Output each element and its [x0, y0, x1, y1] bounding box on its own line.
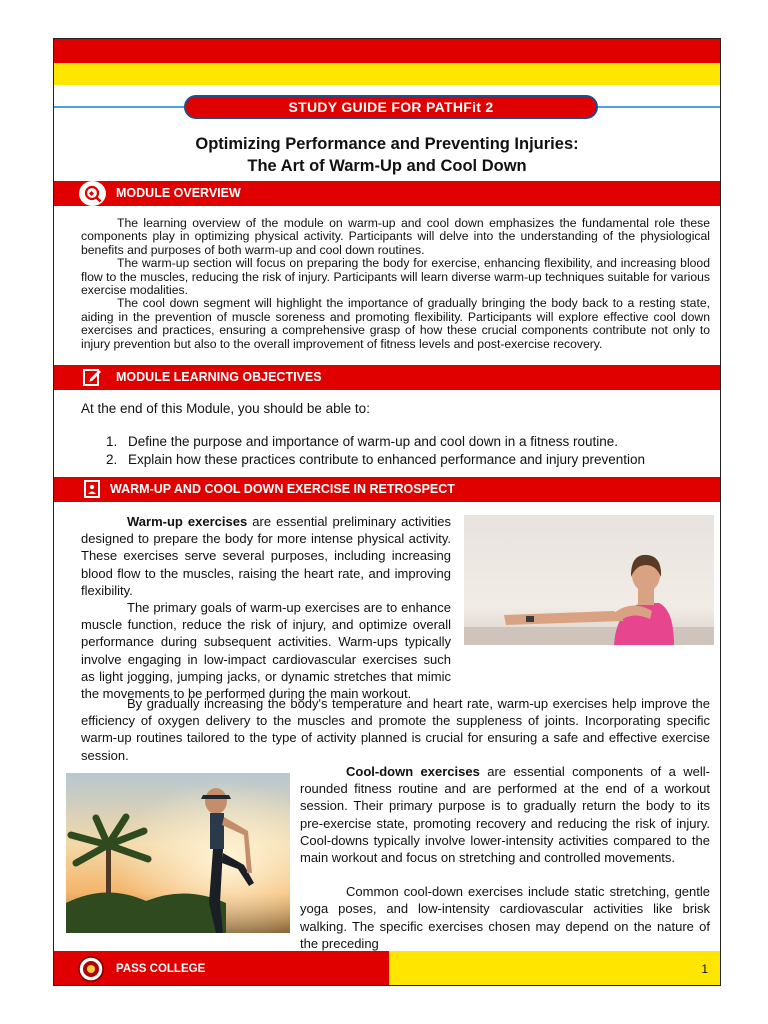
retrospect-bar [54, 477, 720, 502]
cooldown-paragraph [300, 763, 710, 866]
magnifier-icon [79, 181, 106, 206]
cooldown-text-column [300, 763, 710, 952]
overview-paragraph: The learning overview of the module on warm-up and cool down emphasizes the fundamental role these components play in optimizing physical activity. Participants will delve into the understanding of the physiological benefits and purposes of both warm-up and cool down routines. [81, 216, 710, 257]
objective-number: 2. [106, 452, 118, 467]
module-overview-bar [54, 181, 720, 206]
objective-text: Explain how these practices contribute to enhanced performance and injury prevention [128, 452, 646, 467]
learning-objectives-bar [54, 365, 720, 390]
objectives-intro: At the end of this Module, you should be able to: [81, 401, 370, 416]
cooldown-stretch-photo [66, 773, 290, 933]
footer-red-band [54, 951, 389, 986]
footer-yellow-band [389, 951, 721, 986]
clipboard-icon [81, 479, 103, 499]
document-page [53, 38, 721, 986]
objective-item [98, 433, 645, 451]
cooldown-term: Cool-down exercises [346, 764, 480, 779]
overview-text [81, 217, 710, 351]
warmup-paragraph [81, 513, 451, 599]
footer-college-name: PASS COLLEGE [116, 963, 206, 975]
objective-item [98, 451, 645, 469]
overview-paragraph: The warm-up section will focus on preparing the body for exercise, enhancing flexibility, and increasing blood flow to the muscles, reducing the risk of injury. Participants will learn diverse warm-up techniques suitable for various exercise modalities. [81, 256, 710, 298]
learning-objectives-label: MODULE LEARNING OBJECTIVES [116, 370, 322, 384]
header-red-band [54, 39, 720, 63]
warmup-paragraph: The primary goals of warm-up exercises are to enhance muscle function, reduce the risk of injury, and optimize overall performance during subsequent activities. Warm-ups typically involve engaging in low-impact cardiovascular exercises such as light jogging, jumping jacks, or dynamic stretches that mimic the movements to be performed during the main workout. [81, 600, 451, 702]
warmup-definition: are essential preliminary activities designed to prepare the body for more intense physical activity. These exercises serve several purposes, including increasing blood flow to the muscles, raising the heart rate, and improving flexibility. [81, 514, 451, 598]
objectives-list [98, 433, 645, 469]
warmup-paragraph: By gradually increasing the body's temperature and heart rate, warm-up exercises help improve the efficiency of oxygen delivery to the muscles and promote the suppleness of joints. Incorporating specific warm-up routines tailored to the type of activity planned is crucial for ensuring a safe and effective exercise session. [81, 696, 710, 763]
page-number: 1 [701, 962, 708, 976]
cooldown-paragraph: Common cool-down exercises include static stretching, gentle yoga poses, and low-intensity cardiovascular activities like brisk walking. The specific exercises chosen may depend on the nature of the preceding [300, 884, 710, 951]
page-title-line1: Optimizing Performance and Preventing Injuries: [195, 135, 579, 153]
cooldown-definition: are essential components of a well-rounded fitness routine and are performed at the end of a workout session. Their primary purpose is to gradually return the body to its pre-exercise state, promoting recovery and reducing the risk of injury. Cool-downs typically involve lower-intensity activities compared to the main workout and focus on stretching and controlled movements. [300, 764, 710, 866]
page-title-line2: The Art of Warm-Up and Cool Down [247, 157, 527, 175]
warmup-continued [81, 695, 710, 764]
overview-paragraph: The cool down segment will highlight the importance of gradually bringing the body back to a resting state, aiding in the prevention of muscle soreness and promoting flexibility. Participants will explore effective cool down exercises and practices, ensuring a comprehensive grasp of how these crucial components contribute not only to injury prevention but also to the overall improvement of fitness levels and post-exercise recovery. [81, 296, 710, 351]
warmup-term: Warm-up exercises [127, 514, 248, 529]
objective-number: 1. [106, 434, 118, 449]
edit-note-icon [81, 367, 103, 387]
objective-text: Define the purpose and importance of warm-up and cool down in a fitness routine. [128, 434, 619, 449]
college-seal-icon [78, 956, 104, 982]
header-yellow-band [54, 63, 720, 85]
module-overview-label: MODULE OVERVIEW [116, 186, 241, 200]
warmup-text-column [81, 513, 451, 702]
study-guide-pill: STUDY GUIDE FOR PATHFit 2 [184, 95, 598, 119]
retrospect-label: WARM-UP AND COOL DOWN EXERCISE IN RETROSPECT [110, 482, 455, 496]
warmup-stretch-photo [464, 515, 714, 645]
page-title [54, 133, 720, 177]
